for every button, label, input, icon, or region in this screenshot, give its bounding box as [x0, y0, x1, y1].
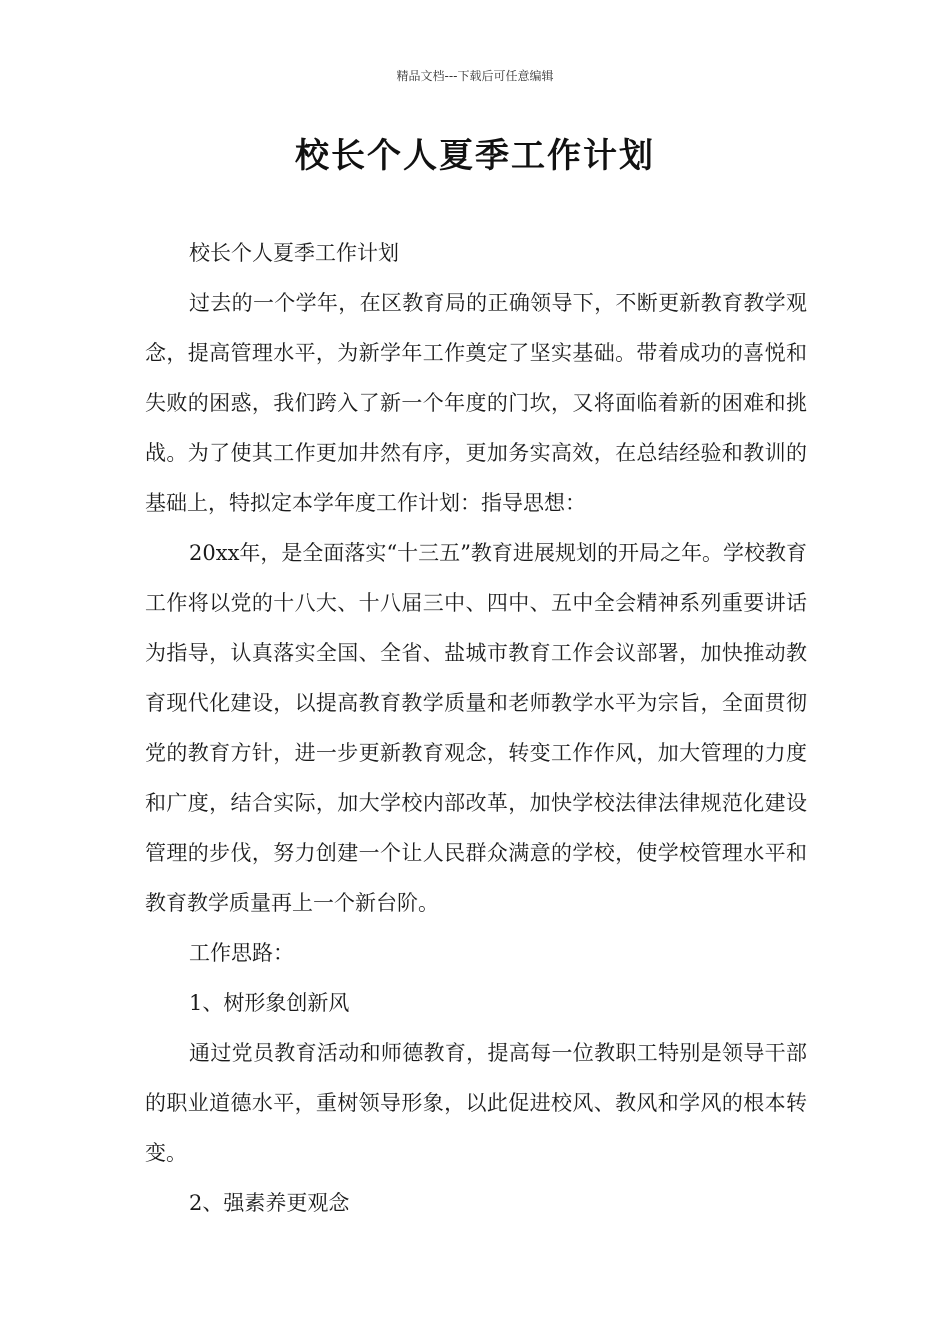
- paragraph-item-2-heading: 2、强素养更观念: [189, 1191, 350, 1215]
- paragraph-item-1-body: 通过党员教育活动和师德教育，提高每一位教职工特别是领导干部的职业道德水平，重树领导形象，以此促进校风、教风和学风的根本转变。: [145, 1041, 807, 1165]
- paragraph-intro: 过去的一个学年，在区教育局的正确领导下，不断更新教育教学观念，提高管理水平，为新学年工作奠定了坚实基础。带着成功的喜悦和失败的困惑，我们跨入了新一个年度的门坎，又将面临着新的困难和挑战。为了使其工作更加井然有序，更加务实高效，在总结经验和教训的基础上，特拟定本学年度工作计划：指导思想：: [145, 291, 807, 515]
- paragraph-subtitle: 校长个人夏季工作计划: [189, 241, 399, 265]
- paragraph-guiding-ideology: 20xx年，是全面落实“十三五”教育进展规划的开局之年。学校教育工作将以党的十八大、十八届三中、四中、五中全会精神系列重要讲话为指导，认真落实全国、全省、盐城市教育工作会议部署，加快推动教育现代化建设，以提高教育教学质量和老师教学水平为宗旨，全面贯彻党的教育方针，进一步更新教育观念，转变工作作风，加大管理的力度和广度，结合实际，加大学校内部改革，加快学校法律法律规范化建设管理的步伐，努力创建一个让人民群众满意的学校，使学校管理水平和教育教学质量再上一个新台阶。: [145, 541, 807, 915]
- paragraph-work-ideas-heading: 工作思路：: [189, 941, 294, 965]
- paragraph-item-1-heading: 1、树形象创新风: [189, 991, 350, 1015]
- document-title: 校长个人夏季工作计划: [295, 136, 655, 176]
- header-note: 精品文档---下载后可任意编辑: [396, 69, 554, 83]
- document-body: [145, 228, 807, 1228]
